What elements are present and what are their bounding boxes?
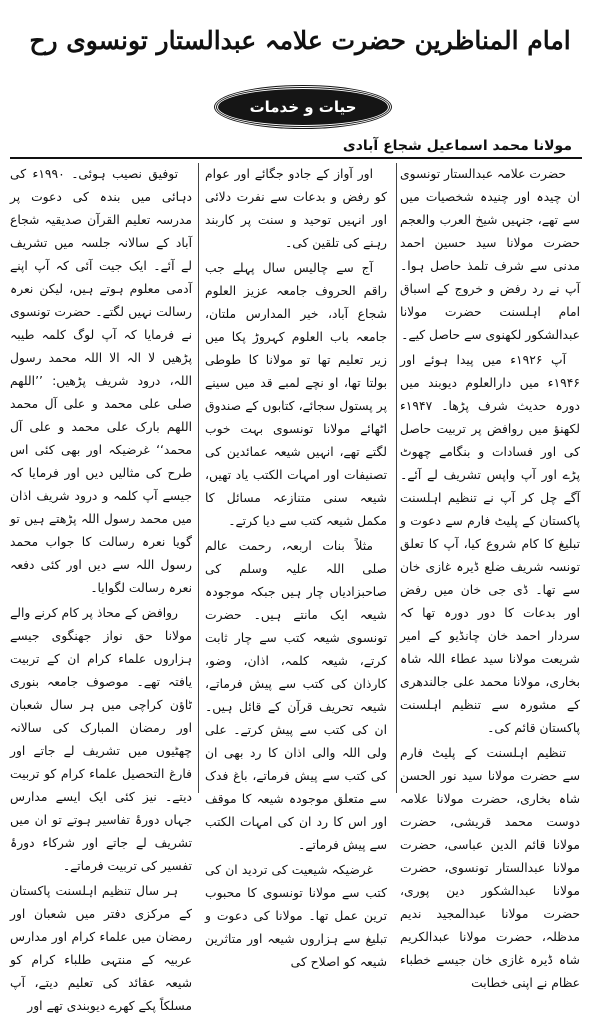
paragraph: حضرت علامہ عبدالستار تونسوی ان چیدہ اور چنیدہ شخصیات میں سے تھے، جنہیں شیخ العرب والعجم حضرت مولانا سید حسین احمد مدنی سے شرف تلمذ حاصل ہوا۔ آپ نے رد رفض و خروج کے اسباق امام اہلسنت حضرت مولانا عبدالشکور لکھنوی سے حاصل کیے۔ (400, 167, 580, 342)
column-left (10, 163, 192, 1013)
column-divider (396, 163, 397, 793)
column-divider (198, 163, 199, 793)
paragraph: آپ ۱۹۲۶ء میں پیدا ہوئے اور ۱۹۴۶ء میں دارالعلوم دیوبند میں دورہ حدیث شرف پڑھا۔ ۱۹۴۷ء لکھنؤ میں روافض پر تربیت حاصل کی اور فسادات و بنگامے چھوٹ پڑے اور آپ واپس تشریف لے آئے۔ آگے چل کر آپ نے تنظیم اہلسنت پاکستان کے پلیٹ فارم سے دعوت و تبلیغ کا کام شروع کیا، آپ کا تعلق تونسہ شریف ضلع ڈیرہ غازی خان سے تھا۔ ڈی جی خان میں رفض اور بدعات کا دور دورہ تھا کہ سردار احمد خان چانڈیو کے امیر شریعت مولانا سید عطاء اللہ شاہ بخاری، مولانا محمد علی جالندھری کے مشورہ سے تنظیم اہلسنت پاکستان قائم کی۔ (400, 353, 580, 735)
header-rule (10, 157, 582, 159)
paragraph: اور آواز کے جادو جگائے اور عوام کو رفض و بدعات سے نفرت دلائی اور انہیں توحید و سنت پر کاربند رہنے کی تلقین کی۔ (205, 167, 387, 250)
paragraph: غرضیکہ شیعیت کی تردید ان کی کتب سے مولانا تونسوی کا محبوب ترین عمل تھا۔ مولانا کی دعوت و تبلیغ سے ہزاروں شیعہ اور متاثرین شیعہ کو اصلاح کی (205, 863, 387, 969)
column-right (400, 163, 580, 990)
paragraph: ہر سال تنظیم اہلسنت پاکستان کے مرکزی دفتر میں شعبان اور رمضان میں علماء کرام اور مدارس عربیہ کے منتہی طلباء کرام کو شیعہ عقائد کی تعلیم دیتے، آپ مسلکاً پکے کھرے دیوبندی تھے اور (10, 884, 192, 1013)
author-byline: مولانا محمد اسماعیل شجاع آبادی (342, 138, 572, 154)
paragraph: مثلاً بنات اربعہ، رحمت عالم صلی اللہ علیہ وسلم کی صاحبزادیاں چار ہیں جبکہ موجودہ شیعہ ایک مانتے ہیں۔ حضرت تونسوی شیعہ کتب سے چار ثابت کرتے، شیعہ کلمہ، اذان، وضو، کارذان کی کتب سے پیش فرماتے، شیعہ تحریف قرآن کے قائل ہیں۔ ان کی کتب سے پیش کرتے۔ علی ولی اللہ والی اذان کا رد بھی ان کی کتب سے پیش فرماتے، باغ فدک سے متعلق موجودہ شیعہ کا موقف اور اس کا رد ان کی امہات الکتب سے پیش فرماتے۔ (205, 539, 387, 852)
paragraph: تنظیم اہلسنت کے پلیٹ فارم سے حضرت مولانا سید نور الحسن شاہ بخاری، حضرت مولانا علامہ دوست محمد قریشی، حضرت مولانا قائم الدین عباسی، حضرت مولانا عبدالستار تونسوی، حضرت مولانا عبدالشکور دین پوری، حضرت مولانا عبدالمجید ندیم مدظلہ، حضرت مولانا عبدالکریم شاہ ڈیرہ غازی خان جیسے خطباء عظام نے اپنی خطابت (400, 746, 580, 990)
article-headline: امام المناظرین حضرت علامہ عبدالستار تونسوی رح (29, 26, 571, 55)
column-middle (205, 163, 387, 969)
section-banner-text: حیات و خدمات (249, 98, 357, 116)
section-banner (215, 86, 391, 128)
paragraph: آج سے چالیس سال پہلے جب راقم الحروف جامعہ عزیز العلوم شجاع آباد، خیر المدارس ملتان، جامعہ باب العلوم کہروڑ پکا میں زیر تعلیم تھا تو مولانا کا طوطی بولتا تھا، او نچے لمبے قد میں سینے پر پستول سجائے، کتابوں کے صندوق اٹھائے مولانا تونسوی بہت خوب لگتے تھے، انہیں شیعہ عمائدین کی تصنیفات اور امہات الکتب یاد تھیں، شیعہ سنی متنازعہ مسائل کا مکمل شیعہ کتب سے دیا کرتے۔ (205, 261, 387, 528)
paragraph: توفیق نصیب ہوئی۔ ۱۹۹۰ء کی دہائی میں بندہ کی دعوت پر مدرسہ تعلیم القرآن صدیقیہ شجاع آباد کے سالانہ جلسہ میں تشریف لے آئے۔ ایک جیت آئی کہ آپ اپنے آدمی معلوم ہوتے ہیں، لیکن نعرہ رسالت نہیں لگتے۔ حضرت تونسوی نے فرمایا کہ آپ لوگ کلمہ طیبہ پڑھیں لا الہ الا اللہ محمد رسول اللہ، درود شریف پڑھیں: ’’اللھم صلی علی محمد و علی آل محمد اللھم بارک علی محمد و علی آل محمد‘‘ غرضیکہ اور بھی کئی اس طرح کی مثالیں دیں اور فرمایا کہ جیسے آپ کلمہ و درود شریف اذان میں محمد رسول اللہ پڑھتے ہیں تو گویا نعرہ رسالت کا جواب محمد رسول اللہ سے دیں اور کئی دفعہ نعرہ رسالت لگوایا۔ (10, 167, 192, 595)
paragraph: روافض کے محاذ پر کام کرنے والے مولانا حق نواز جھنگوی جیسے ہزاروں علماء کرام ان کے تربیت یافتہ تھے۔ موصوف جامعہ بنوری ٹاؤن کراچی میں ہر سال شعبان اور رمضان المبارک کی سالانہ چھٹیوں میں تشریف لے جاتے اور فارغ التحصیل علماء کرام کو تربیت دیتے۔ نیز کئی ایک ایسے مدارس جہاں دورۂ تفاسیر ہوتے تو ان میں تشریف لے جاتے اور شرکاء دورۂ تفسیر کی تربیت فرماتے۔ (10, 606, 192, 873)
